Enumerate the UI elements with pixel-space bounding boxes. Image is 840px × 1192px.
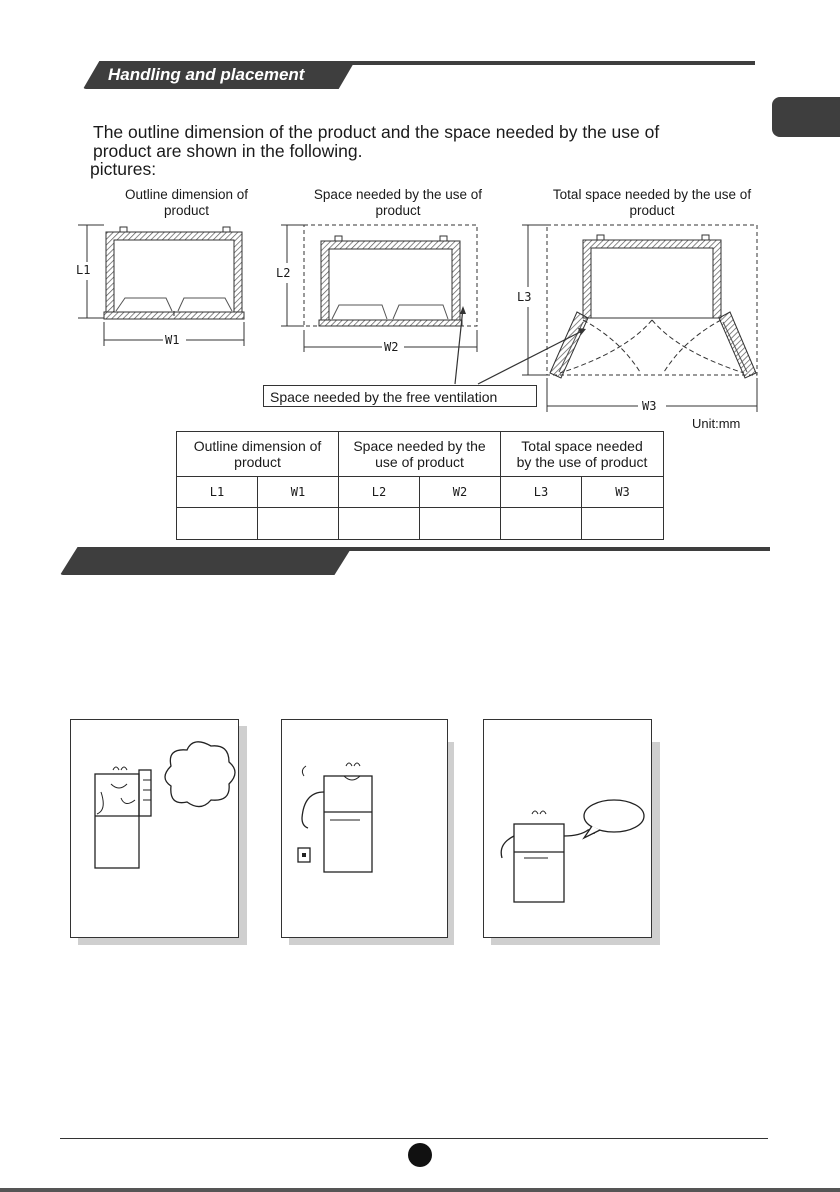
- table-row: [177, 508, 664, 540]
- table-header-total: [501, 432, 664, 477]
- header-line: by the use of product: [516, 454, 648, 470]
- label-w1: W1: [165, 333, 180, 347]
- outline-caption-line-2: product: [163, 203, 210, 218]
- table-cell-value: [501, 508, 582, 540]
- fridge-speaking-icon: [484, 720, 651, 937]
- table-header-row: [177, 432, 664, 477]
- section-rule-2: [330, 547, 770, 551]
- header-line: Space needed by the: [353, 438, 486, 454]
- bottom-edge-bar: [0, 1188, 840, 1192]
- label-l1: L1: [76, 263, 91, 277]
- fridge-plug-icon: [282, 720, 447, 937]
- table-cell-value: [258, 508, 339, 540]
- section-header-tab-2: [60, 547, 352, 575]
- header-line: Outline dimension of: [193, 438, 322, 454]
- total-fridge-diagram: [522, 225, 757, 412]
- outline-fridge-diagram: [78, 225, 244, 346]
- table-cell-code: L2: [339, 477, 420, 508]
- table-cell-code: L1: [177, 477, 258, 508]
- table-cell-code: W1: [258, 477, 339, 508]
- illustration-card-1: [70, 719, 239, 938]
- label-w2: W2: [384, 340, 399, 354]
- section-title: Handling and placement: [108, 65, 305, 84]
- illustration-card-3: [483, 719, 652, 938]
- intro-line-2: product are shown in the following.: [93, 141, 363, 161]
- space-caption-line-2: product: [375, 203, 421, 218]
- table-cell-code: W2: [420, 477, 501, 508]
- table-row: [177, 477, 664, 508]
- table-cell-code: W3: [582, 477, 664, 508]
- table-cell-code: L3: [501, 477, 582, 508]
- table-cell-value: [420, 508, 501, 540]
- footer-rule: [60, 1138, 768, 1139]
- illustration-card-2: [281, 719, 448, 938]
- table-header-outline: [177, 432, 339, 477]
- fridge-open-door-icon: [71, 720, 238, 937]
- unit-label: Unit:mm: [692, 416, 741, 431]
- space-caption-line-1: Space needed by the use of: [313, 187, 483, 202]
- intro-line-3: pictures:: [90, 159, 157, 179]
- label-w3: W3: [642, 399, 657, 413]
- table-header-space: [339, 432, 501, 477]
- ventilation-label: Space needed by the free ventilation: [263, 385, 537, 407]
- intro-line-1: The outline dimension of the product and the space needed by the use of: [93, 122, 660, 142]
- table-cell-value: [582, 508, 664, 540]
- space-fridge-diagram: [281, 225, 477, 352]
- dimension-table: [176, 431, 664, 540]
- header-line: use of product: [375, 454, 464, 470]
- header-line: product: [234, 454, 281, 470]
- table-cell-value: [177, 508, 258, 540]
- total-caption-line-1: Total space needed by the use of: [552, 187, 752, 202]
- total-caption-line-2: product: [629, 203, 675, 218]
- header-line: Total space needed: [521, 438, 643, 454]
- page-number-badge: [408, 1143, 432, 1167]
- table-cell-value: [339, 508, 420, 540]
- outline-caption-line-1: Outline dimension of: [124, 187, 249, 202]
- dimension-diagrams: [0, 0, 840, 440]
- label-l3: L3: [517, 290, 532, 304]
- label-l2: L2: [276, 266, 291, 280]
